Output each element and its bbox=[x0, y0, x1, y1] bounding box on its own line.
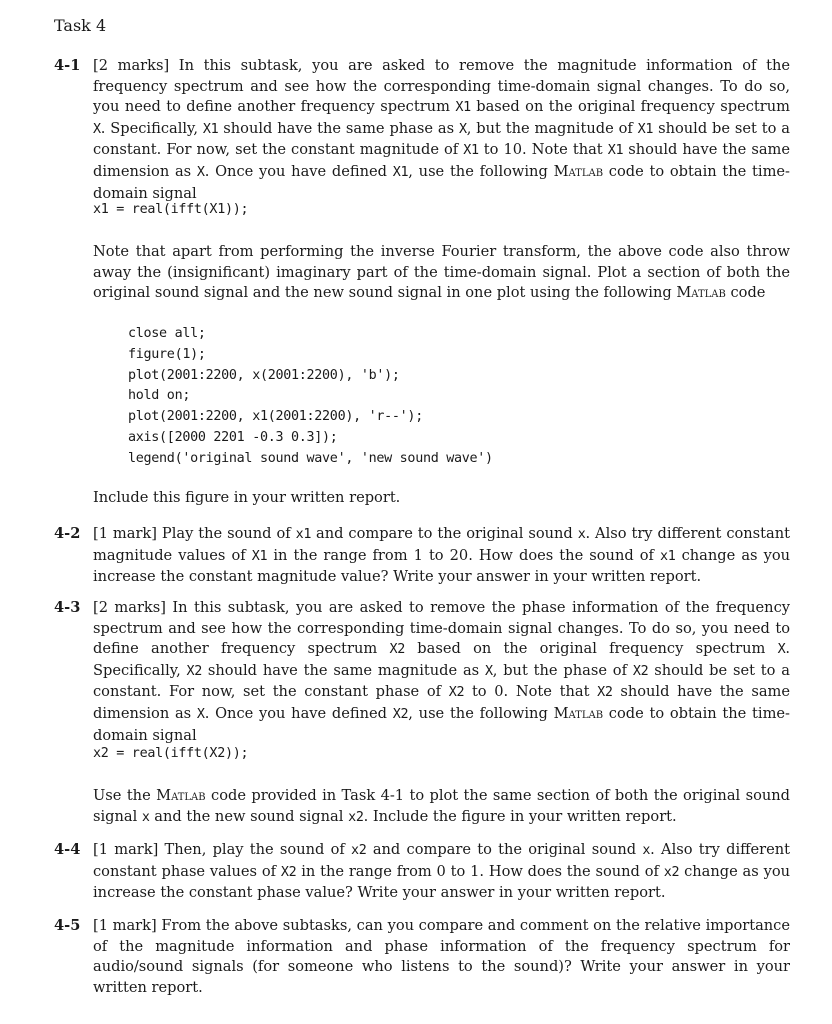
subtask-4-1-footer: Include this figure in your written report. bbox=[93, 489, 401, 506]
code-line: figure(1); bbox=[128, 346, 206, 362]
code-line: axis([2000 2201 -0.3 0.3]); bbox=[128, 429, 338, 445]
code-line-x1: x1 = real(ifft(X1)); bbox=[93, 202, 249, 217]
subtask-4-1-intro: [2 marks] In this subtask, you are asked to remove the magnitude information of the frequency spectrum and see how the corresponding time-domain signal changes. To do so, you need to define another frequency spectrum X1 based on the original frequency spectrum X. Specifically, X1 should have the same phase as X, but the magnitude of X1 should be set to a constant. For now, set the constant magnitude of X1 to 10. Note that X1 should have the same dimension as X. Once you have defined X1, use the following Matlab code to obtain the time-domain signal bbox=[93, 57, 791, 202]
subtask-4-1-note: Note that apart from performing the inverse Fourier transform, the above code also throw away the (insignificant) imaginary part of the time-domain signal. Plot a section of both the original sound signal and the new sound signal in one plot using the following Matlab code bbox=[93, 243, 790, 302]
matlab-plot-code bbox=[128, 324, 493, 470]
code-line: plot(2001:2200, x1(2001:2200), 'r--'); bbox=[128, 409, 423, 425]
subtask-label: 4-3 bbox=[54, 599, 81, 616]
subtask-label: 4-5 bbox=[54, 917, 81, 934]
subtask-label: 4-4 bbox=[54, 841, 81, 858]
subtask-4-1 bbox=[54, 56, 790, 204]
subtask-4-3-note: Use the Matlab code provided in Task 4-1 to plot the same section of both the original sound signal x and the new sound signal x2. Include the figure in your written report. bbox=[93, 787, 790, 825]
subtask-4-5: 4-5 [1 mark] From the above subtasks, can you compare and comment on the relative importance of the magnitude information and phase information of the frequency spectrum for audio/sound signals (for someone who listens to the sound)? Write your answer in your written report. bbox=[54, 917, 790, 996]
code-line: hold on; bbox=[128, 388, 191, 404]
code-line-x2: x2 = real(ifft(X2)); bbox=[93, 746, 249, 761]
code-line: legend('original sound wave', 'new sound wave') bbox=[128, 450, 493, 466]
subtask-4-4: 4-4 [1 mark] Then, play the sound of x2 and compare to the original sound x. Also try different constant phase values of X2 in the range from 0 to 1. How does the sound of x2 change as you increase the constant phase value? Write your answer in your written report. bbox=[54, 841, 791, 902]
task-title: Task 4 bbox=[54, 16, 107, 35]
subtask-label: 4-1 bbox=[54, 57, 81, 74]
subtask-4-2: 4-2 [1 mark] Play the sound of x1 and compare to the original sound x. Also try different constant magnitude values of X1 in the range from 1 to 20. How does the sound of x1 change as you increase the constant magnitude value? Write your answer in your written report. bbox=[54, 525, 791, 586]
subtask-label: 4-2 bbox=[54, 525, 81, 542]
code-line: close all; bbox=[128, 326, 206, 341]
subtask-4-3: 4-3 [2 marks] In this subtask, you are asked to remove the phase information of the frequency spectrum and see how the corresponding time-domain signal changes. To do so, you need to define another frequency spectrum X2 based on the original frequency spectrum X. Specifically, X2 should have the same magnitude as X, but the phase of X2 should be set to a constant. For now, set the constant phase of X2 to 0. Note that X2 should have the same dimension as X. Once you have defined X2, use the following Matlab code to obtain the time-domain signal bbox=[54, 599, 791, 744]
code-line: plot(2001:2200, x(2001:2200), 'b'); bbox=[128, 367, 400, 383]
